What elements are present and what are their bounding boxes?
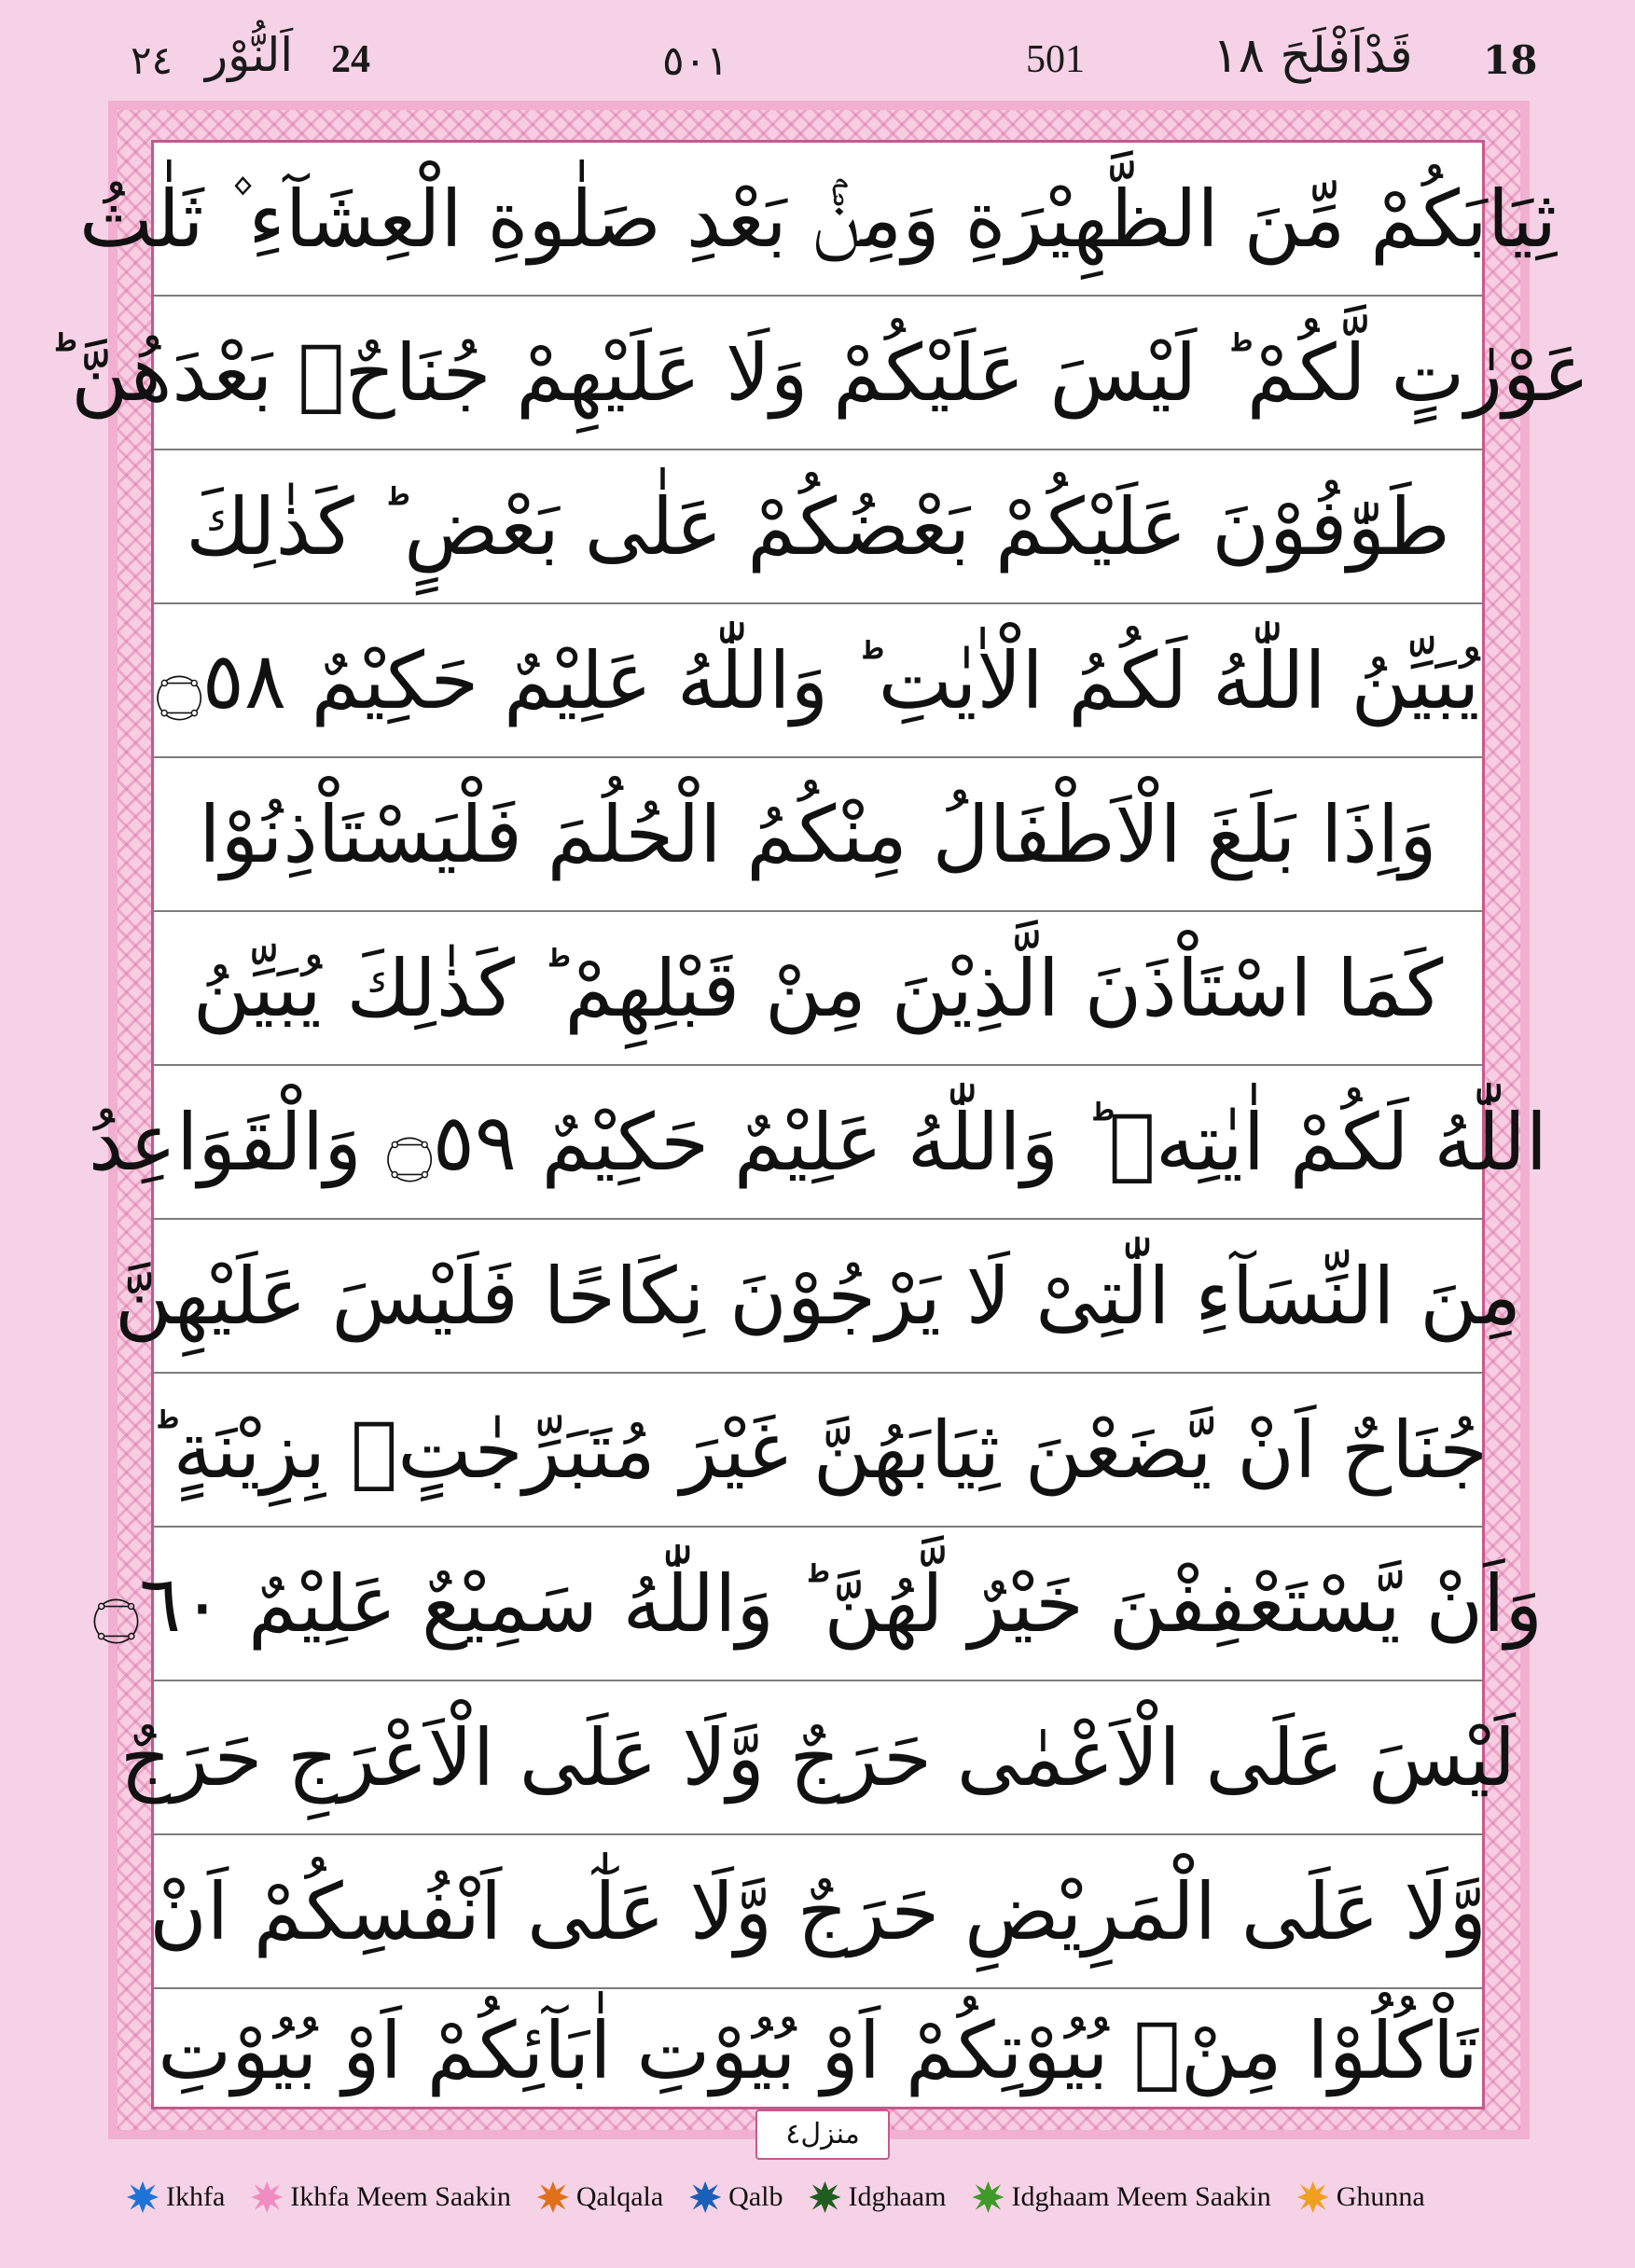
verse-line-9: جُنَاحٌ اَنْ يَّضَعْنَ ثِيَابَهُنَّ غَيْرَ مُتَبَرِّجٰتٍۢ بِزِيْنَةٍ ؕ	[154, 1374, 1482, 1528]
legend-item-ghunna	[1297, 2181, 1425, 2213]
verse-line-13: تَاْكُلُوْا مِنْۢ بُيُوْتِكُمْ اَوْ بُيُوْتِ اٰبَآئِكُمْ اَوْ بُيُوْتِ	[158, 2005, 1478, 2096]
verse-line-2: عَوْرٰتٍ لَّكُمْ ؕ لَيْسَ عَلَيْكُمْ وَلَا عَلَيْهِمْ جُنَاحٌۢ بَعْدَهُنَّ ؕ	[154, 297, 1482, 450]
verse-line-4: يُبَيِّنُ اللّٰهُ لَكُمُ الْاٰيٰتِ ؕ وَاللّٰهُ عَلِيْمٌ حَكِيْمٌ ۝٥٨	[154, 604, 1482, 758]
verse-line-8: مِنَ النِّسَآءِ الّٰتِىْ لَا يَرْجُوْنَ نِكَاحًا فَلَيْسَ عَلَيْهِنَّ	[154, 1220, 1482, 1374]
juz-number: 18	[1483, 37, 1538, 83]
page-number: 501	[1026, 38, 1085, 81]
legend-item-idghaam-meem-saakin	[972, 2181, 1270, 2213]
verse-line-7: اللّٰهُ لَكُمْ اٰيٰتِهٖ ؕ وَاللّٰهُ عَلِيْمٌ حَكِيْمٌ ۝٥٩ وَالْقَوَاعِدُ	[154, 1066, 1482, 1220]
verse-line-3: طَوّٰفُوْنَ عَلَيْكُمْ بَعْضُكُمْ عَلٰى بَعْضٍ ؕ كَذٰلِكَ	[154, 450, 1482, 604]
star-icon	[810, 2181, 841, 2213]
juz-name: قَدْاَفْلَحَ ١٨	[1212, 28, 1413, 84]
legend-label: Qalb	[728, 2181, 783, 2212]
verse-line-11: لَيْسَ عَلَى الْاَعْمٰى حَرَجٌ وَّلَا عَلَى الْاَعْرَجِ حَرَجٌ	[154, 1681, 1482, 1835]
legend-item-qalqala	[537, 2181, 663, 2213]
legend-label: Idghaam Meem Saakin	[1011, 2181, 1271, 2212]
legend-label: Idghaam	[848, 2181, 947, 2212]
surah-number-arabic: ٢٤	[131, 37, 173, 83]
page-number-arabic: ٥٠١	[662, 37, 728, 85]
star-icon	[251, 2181, 283, 2213]
manzil-marker: منزل٤	[755, 2109, 890, 2160]
tajweed-legend	[127, 2169, 1507, 2225]
legend-label: Ikhfa Meem Saakin	[290, 2181, 511, 2212]
surah-number: 24	[331, 38, 370, 81]
quran-page	[46, 140, 1590, 2109]
star-icon	[127, 2181, 159, 2213]
legend-label: Ghunna	[1336, 2181, 1425, 2212]
verse-line-5: وَاِذَا بَلَغَ الْاَطْفَالُ مِنْكُمُ الْحُلُمَ فَلْيَسْتَاْذِنُوْا	[154, 758, 1482, 912]
verse-line-10: وَاَنْ يَّسْتَعْفِفْنَ خَيْرٌ لَّهُنَّ ؕ وَاللّٰهُ سَمِيْعٌ عَلِيْمٌ ۝٦٠	[154, 1528, 1482, 1681]
legend-label: Qalqala	[575, 2181, 664, 2212]
verse-line-1: ثِيَابَكُمْ مِّنَ الظَّهِيْرَةِ وَمِنْۢ بَعْدِ صَلٰوةِ الْعِشَآءِ ۫ ثَلٰثُ	[154, 143, 1482, 297]
legend-item-ikhfa	[127, 2181, 225, 2213]
legend-label: Ikhfa	[166, 2181, 226, 2212]
page-header	[131, 28, 1538, 112]
surah-name: اَلنُّوْر	[205, 28, 294, 82]
star-icon	[1297, 2181, 1329, 2213]
star-icon	[689, 2181, 721, 2213]
verse-line-6: كَمَا اسْتَاْذَنَ الَّذِيْنَ مِنْ قَبْلِهِمْ ؕ كَذٰلِكَ يُبَيِّنُ	[154, 912, 1482, 1066]
legend-item-qalb	[689, 2181, 783, 2213]
star-icon	[537, 2181, 569, 2213]
legend-item-ikhfa-meem-saakin	[251, 2181, 511, 2213]
legend-item-idghaam	[810, 2181, 947, 2213]
verse-line-12: وَّلَا عَلَى الْمَرِيْضِ حَرَجٌ وَّلَا عَلٰٓى اَنْفُسِكُمْ اَنْ	[154, 1835, 1482, 1989]
star-icon	[972, 2181, 1004, 2213]
